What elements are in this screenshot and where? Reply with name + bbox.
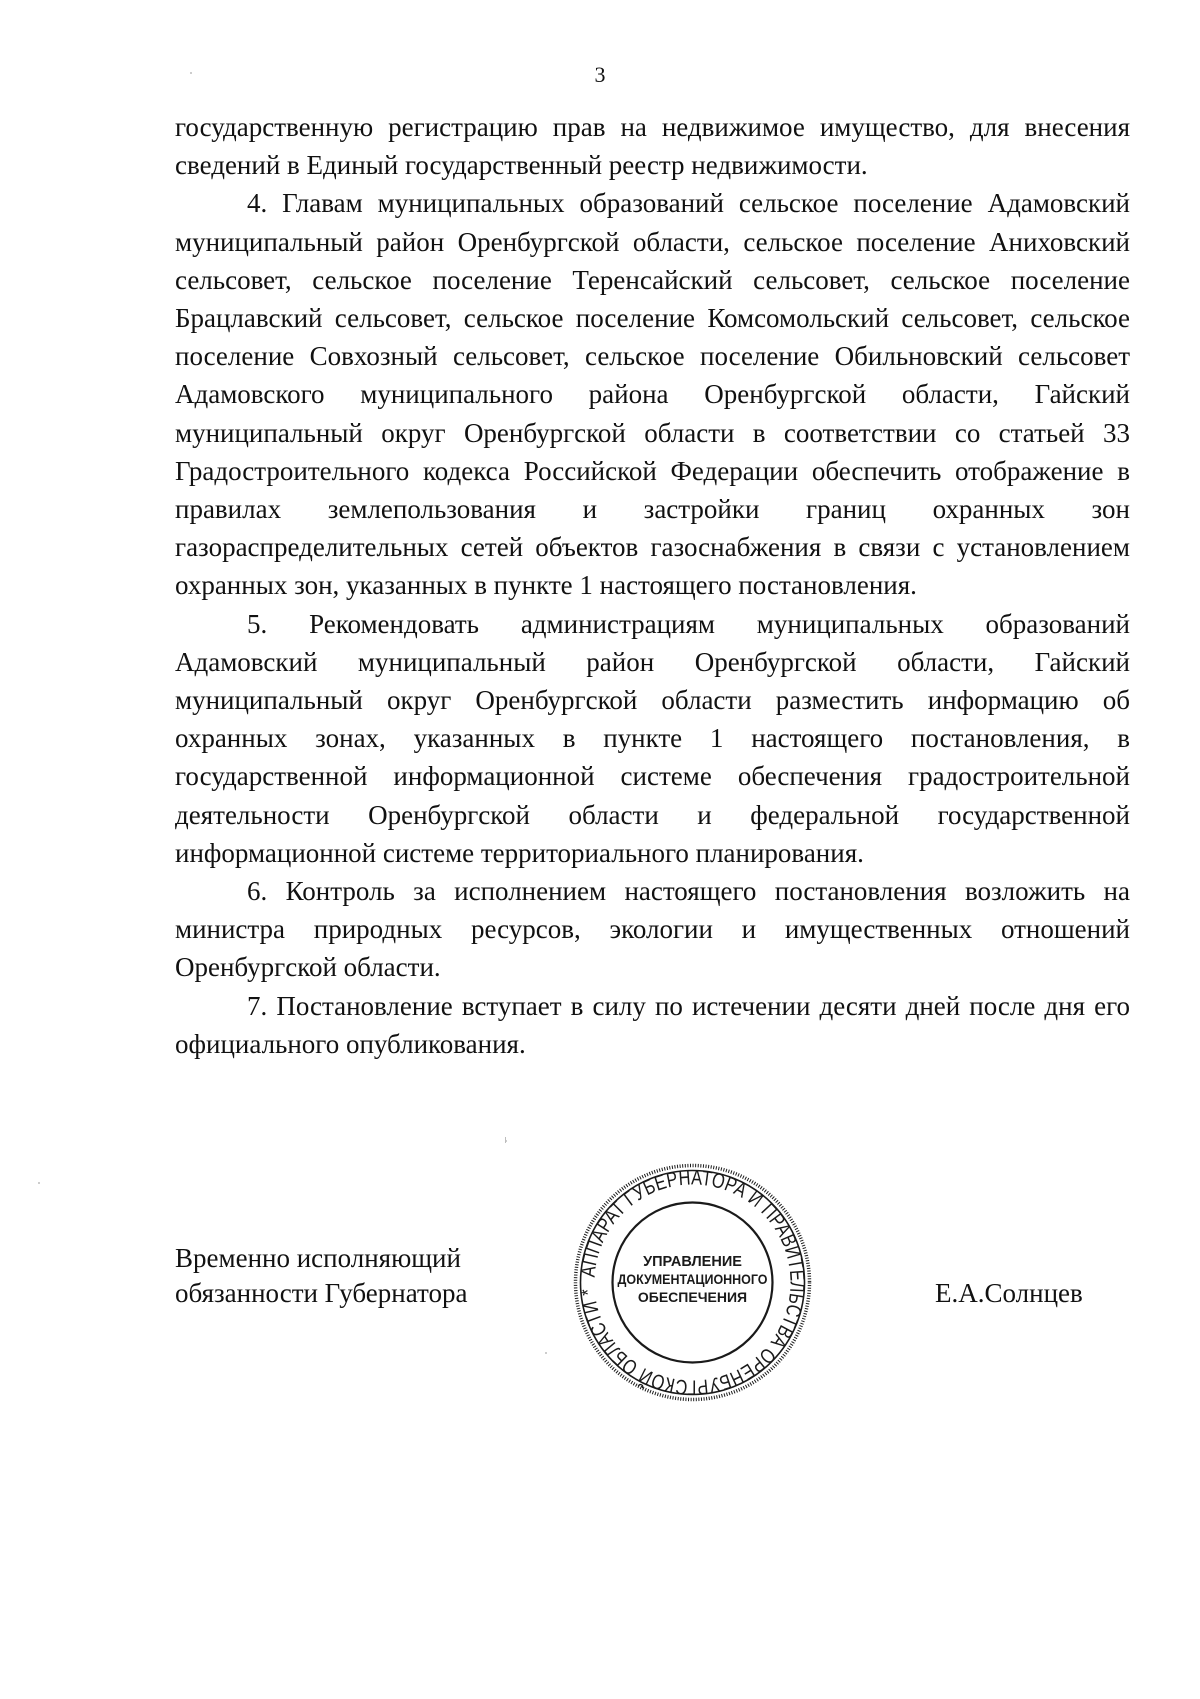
- signatory-name: Е.А.Солнцев: [935, 1278, 1083, 1308]
- stamp-center-line-2: ДОКУМЕНТАЦИОННОГО: [617, 1272, 768, 1287]
- paragraph-item-6: 6. Контроль за исполнением настоящего постановления возложить на министра природных ресурсов, экологии и имущественных отношений Оренбургской области.: [175, 876, 1130, 983]
- signatory-position-line-1: Временно исполняющий: [175, 1243, 461, 1273]
- stamp-center-line-1: УПРАВЛЕНИЕ: [643, 1254, 742, 1270]
- stamp-outer-text: АППАРАТ ГУБЕРНАТОРА И ПРАВИТЕЛЬСТВА ОРЕНБУРГСКОЙ ОБЛАСТИ *: [576, 1166, 809, 1399]
- scan-speck: [545, 1352, 547, 1354]
- scan-speck: [505, 1137, 506, 1143]
- page-number: 3: [594, 62, 606, 87]
- signatory-position-line-2: обязанности Губернатора: [175, 1278, 468, 1308]
- paragraph-item-7: 7. Постановление вступает в силу по истечении десяти дней после дня его официального опубликования.: [175, 990, 1130, 1059]
- paragraph-item-5: 5. Рекомендовать администрациям муниципальных образований Адамовский муниципальный район Оренбургской области, Гайский муниципальный округ Оренбургской области разместить информацию об охранных зонах, указанных в пункте 1 настоящего постановления, в государственной информационной системе обеспечения градостроительной деятельности Оренбургской области и федеральной государственной информационной системе территориального планирования.: [175, 608, 1130, 868]
- stamp-center-line-3: ОБЕСПЕЧЕНИЯ: [637, 1289, 748, 1305]
- paragraph-item-4: 4. Главам муниципальных образований сельское поселение Адамовский муниципальный район Оренбургской области, сельское поселение Аниховский сельсовет, сельское поселение Теренсайский сельсовет, сельское поселение Брацлавский сельсовет, сельское поселение Комсомольский сельсовет, сельское поселение Совхозный сельсовет, сельское поселение Обильновский сельсовет Адамовского муниципального района Оренбургской области, Гайский муниципальный округ Оренбургской области в соответствии со статьей 33 Градостроительного кодекса Российской Федерации обеспечить отображение в правилах землепользования и застройки границ охранных зон газораспределительных сетей объектов газоснабжения в связи с установлением охранных зон, указанных в пункте 1 настоящего постановления.: [175, 188, 1130, 601]
- signatory-position: [175, 1241, 555, 1311]
- official-seal-stamp: [570, 1160, 815, 1405]
- scan-speck: [38, 1182, 40, 1184]
- paragraph-continuation: государственную регистрацию прав на недвижимое имущество, для внесения сведений в Единый государственный реестр недвижимости.: [175, 112, 1130, 181]
- document-body: [175, 108, 1130, 1063]
- scan-speck: [190, 72, 192, 74]
